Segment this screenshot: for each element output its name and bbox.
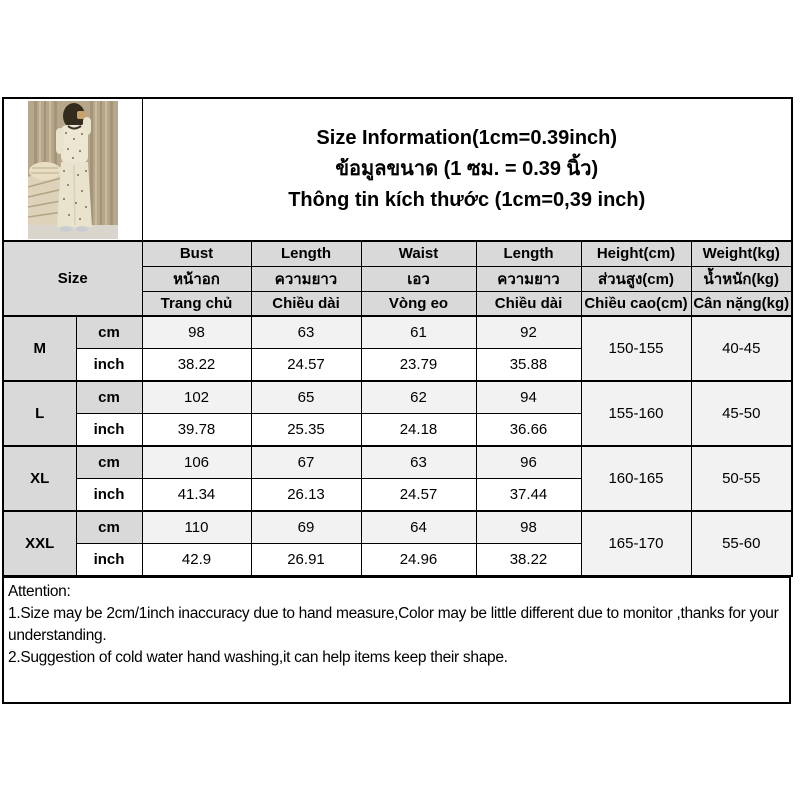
value-L-height-range: 155-160 [581,381,691,446]
value-XL-bust-cm: 106 [142,446,251,478]
value-XXL-height-range: 165-170 [581,511,691,576]
value-XXL-length2-inch: 38.22 [476,543,581,576]
value-M-length2-inch: 35.88 [476,348,581,381]
col-header-length2-vi: Chiều dài [476,291,581,316]
value-XXL-length-cm: 69 [251,511,361,543]
value-M-length2-cm: 92 [476,316,581,348]
value-L-bust-cm: 102 [142,381,251,413]
unit-label-cm: cm [76,381,142,413]
value-M-height-range: 150-155 [581,316,691,381]
col-header-length-vi: Chiều dài [251,291,361,316]
size-label-L: L [3,381,76,446]
row-XL-cm [3,446,792,478]
col-header-length2-th: ความยาว [476,266,581,291]
col-header-length-th: ความยาว [251,266,361,291]
col-header-height-th: ส่วนสูง(cm) [581,266,691,291]
unit-label-inch: inch [76,543,142,576]
col-header-length2-en: Length [476,241,581,266]
size-label-XL: XL [3,446,76,511]
value-XXL-weight-range: 55-60 [691,511,792,576]
unit-label-cm: cm [76,446,142,478]
size-chart-page [2,97,791,704]
title-cell [142,98,792,241]
unit-label-cm: cm [76,511,142,543]
title-row [3,98,792,241]
product-photo-cell [3,98,142,241]
value-XXL-bust-inch: 42.9 [142,543,251,576]
col-header-bust-th: หน้าอก [142,266,251,291]
table-title-thai: ข้อมูลขนาด (1 ซม. = 0.39 นิ้ว) [335,158,599,180]
col-header-weight-vi: Cân nặng(kg) [691,291,792,316]
value-XL-length-cm: 67 [251,446,361,478]
attention-title: Attention: [8,583,71,600]
col-header-waist-vi: Vòng eo [361,291,476,316]
attention-box [2,577,791,704]
value-XL-height-range: 160-165 [581,446,691,511]
value-XXL-waist-inch: 24.96 [361,543,476,576]
size-label-M: M [3,316,76,381]
value-L-length-cm: 65 [251,381,361,413]
value-M-weight-range: 40-45 [691,316,792,381]
value-XL-length2-inch: 37.44 [476,478,581,511]
value-M-bust-cm: 98 [142,316,251,348]
value-XL-bust-inch: 41.34 [142,478,251,511]
unit-label-cm: cm [76,316,142,348]
value-XXL-length2-cm: 98 [476,511,581,543]
unit-label-inch: inch [76,348,142,381]
attention-note-2: 2.Suggestion of cold water hand washing,it can help items keep their shape. [8,649,508,666]
col-header-height-en: Height(cm) [581,241,691,266]
row-L-cm [3,381,792,413]
product-photo-image [28,101,118,239]
value-M-bust-inch: 38.22 [142,348,251,381]
size-label-XXL: XXL [3,511,76,576]
value-XL-length-inch: 26.13 [251,478,361,511]
col-header-height-vi: Chiều cao(cm) [581,291,691,316]
value-M-length-inch: 24.57 [251,348,361,381]
value-XXL-waist-cm: 64 [361,511,476,543]
value-M-waist-inch: 23.79 [361,348,476,381]
value-M-length-cm: 63 [251,316,361,348]
col-header-waist-en: Waist [361,241,476,266]
value-M-waist-cm: 61 [361,316,476,348]
pajama-product-photo [28,101,118,239]
unit-label-inch: inch [76,413,142,446]
row-M-cm [3,316,792,348]
value-XL-weight-range: 50-55 [691,446,792,511]
col-header-weight-en: Weight(kg) [691,241,792,266]
value-XXL-length-inch: 26.91 [251,543,361,576]
value-L-length2-cm: 94 [476,381,581,413]
value-XL-waist-inch: 24.57 [361,478,476,511]
value-XL-waist-cm: 63 [361,446,476,478]
col-header-length-en: Length [251,241,361,266]
value-XL-length2-cm: 96 [476,446,581,478]
col-header-bust-vi: Trang chủ [142,291,251,316]
header-row-english [3,241,792,266]
value-L-waist-cm: 62 [361,381,476,413]
col-header-waist-th: เอว [361,266,476,291]
table-title-english: Size Information(1cm=0.39inch) [316,127,618,149]
value-L-waist-inch: 24.18 [361,413,476,446]
col-header-bust-en: Bust [142,241,251,266]
value-L-length2-inch: 36.66 [476,413,581,446]
value-XXL-bust-cm: 110 [142,511,251,543]
col-header-weight-th: น้ำหนัก(kg) [691,266,792,291]
unit-label-inch: inch [76,478,142,511]
row-XXL-cm [3,511,792,543]
table-title-vietnamese: Thông tin kích thước (1cm=0,39 inch) [288,189,646,211]
size-header-label: Size [3,241,142,316]
value-L-length-inch: 25.35 [251,413,361,446]
attention-note-1: 1.Size may be 2cm/1inch inaccuracy due to hand measure,Color may be little different due to monitor ,thanks for your understanding. [8,605,779,644]
value-L-weight-range: 45-50 [691,381,792,446]
value-L-bust-inch: 39.78 [142,413,251,446]
size-table [2,97,793,577]
